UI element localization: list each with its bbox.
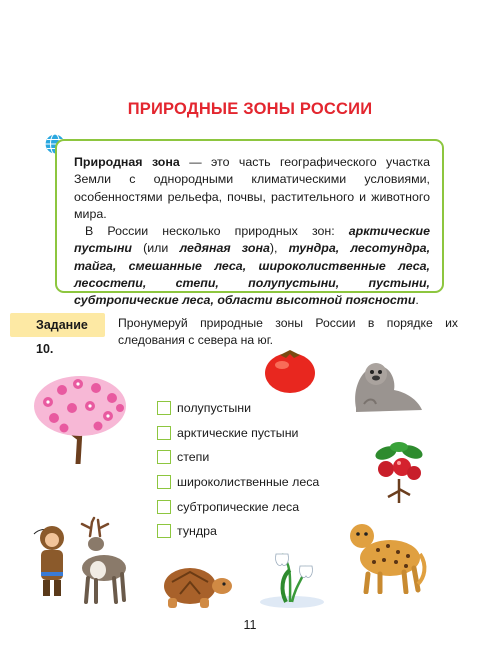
zones-punct-end: . (415, 293, 419, 308)
zone-terms-list: тундра, лесотундра, тайга, смешанные леса, широколиственные леса, лесостепи, степи, полупустыни, пустыни, субтропические леса, области высотной поясности (74, 241, 431, 308)
zone-label: полупустыни (177, 401, 252, 415)
zone-term-ice: ледяная зона (179, 241, 270, 256)
definition-term: Природная зона (74, 155, 180, 169)
tortoise-illustration (150, 560, 234, 610)
list-item (157, 495, 319, 519)
definition-box (55, 139, 444, 308)
persimmon-illustration (262, 345, 318, 395)
zone-label: субтропические леса (177, 499, 300, 514)
list-item (157, 470, 319, 494)
leopard-illustration (346, 514, 428, 594)
zone-label: степи (177, 450, 210, 465)
list-item (157, 396, 319, 420)
task-text: Пронумеруй природные зоны России в порядке их следования с севера на юг. (118, 316, 458, 347)
cowberry-illustration (372, 439, 426, 503)
snowdrop-illustration (256, 540, 328, 608)
definition-paragraph (74, 154, 430, 223)
zones-punct-1: (или (132, 241, 180, 256)
number-box[interactable] (157, 426, 171, 440)
zone-list (157, 396, 319, 544)
definition-text: — это часть географического участка Земли с однородными климатическими условиями, особенностями рельефа, почвы, растительного и животного мира. (74, 155, 431, 221)
blossom-tree-illustration (28, 372, 132, 464)
number-box[interactable] (157, 524, 171, 538)
number-box[interactable] (157, 401, 171, 415)
list-item (157, 421, 319, 445)
seal-illustration (346, 358, 426, 416)
zone-label: тундра (177, 524, 217, 539)
page-number: 11 (243, 618, 257, 632)
list-item (157, 445, 319, 469)
zone-label: арктические пустыни (177, 425, 299, 440)
number-box[interactable] (157, 500, 171, 514)
number-box[interactable] (157, 450, 171, 464)
task-badge: Задание 10. (10, 313, 105, 337)
reindeer-herder-illustration (30, 514, 130, 606)
number-box[interactable] (157, 475, 171, 489)
zone-term-arctic: арктические пустыни (74, 224, 430, 256)
zones-paragraph (74, 223, 430, 309)
zone-label: широколиственные леса (177, 475, 320, 490)
zones-intro: В России несколько природных зон: (85, 224, 349, 239)
page-title: ПРИРОДНЫЕ ЗОНЫ РОССИИ (127, 100, 373, 118)
zones-punct-2: ), (269, 241, 289, 256)
